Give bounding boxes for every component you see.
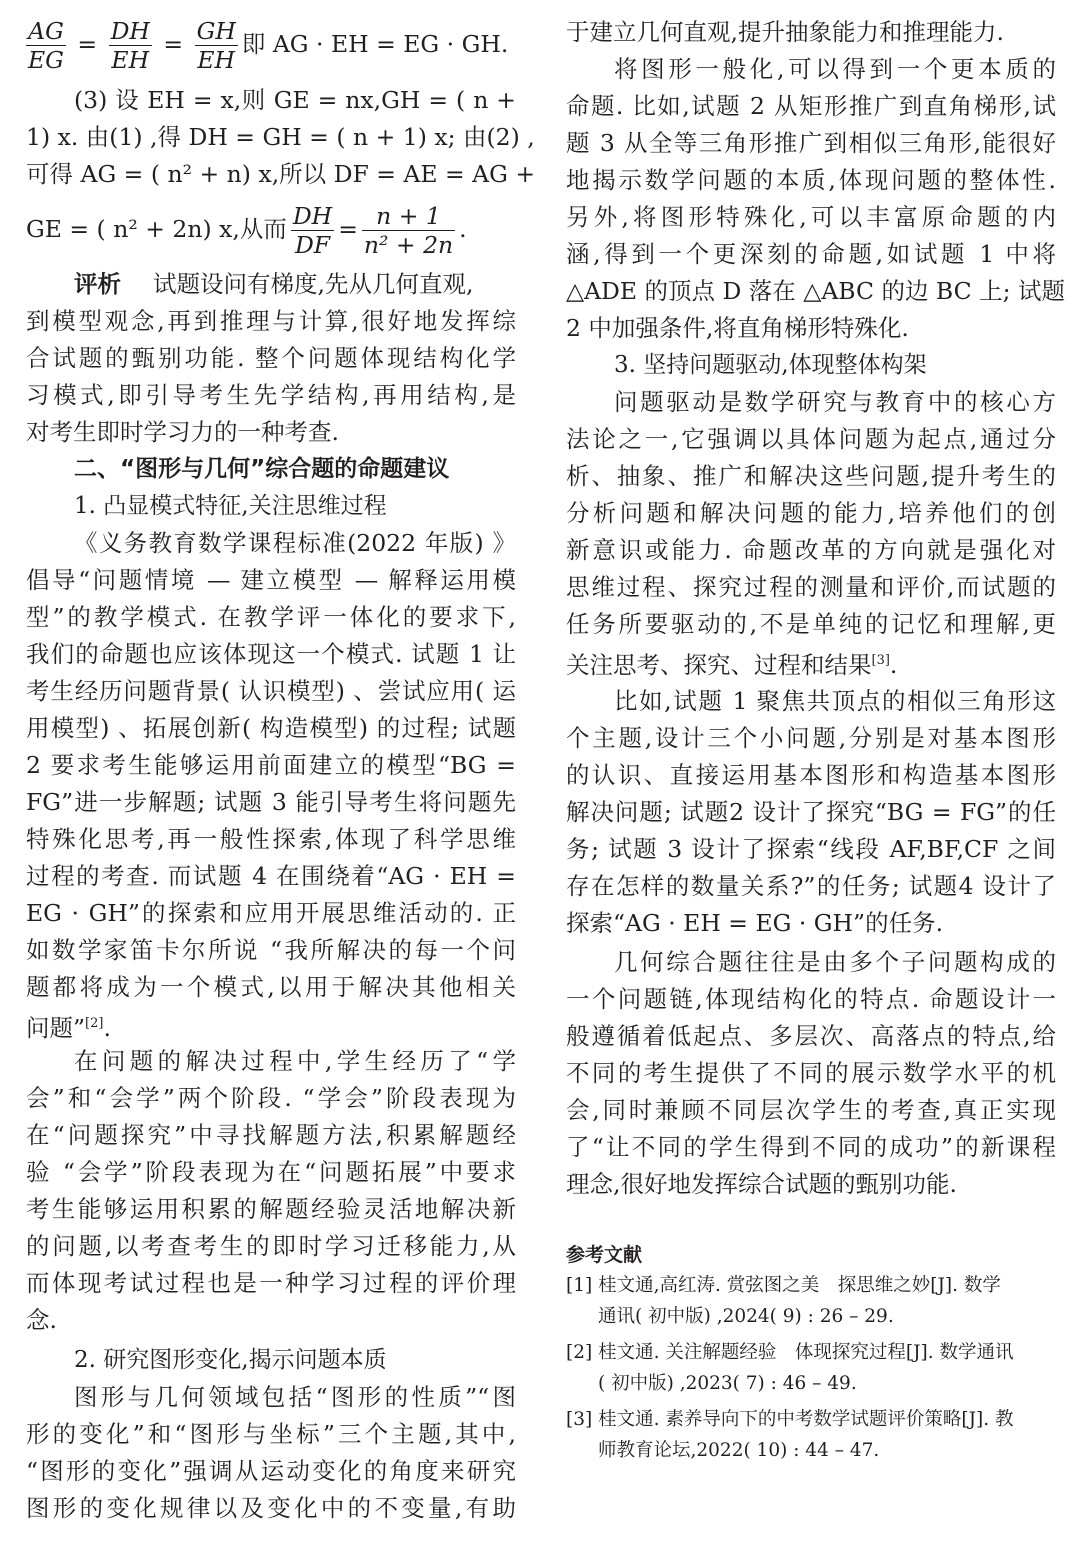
text-line: 习模式,即引导考生先学结构,再用结构,是 — [26, 381, 516, 409]
text-line: 验 “会学”阶段表现为在“问题拓展”中要求 — [26, 1158, 516, 1186]
text-line: 可得 AG = ( n² + n) x,所以 DF = AE = AG + — [26, 160, 536, 188]
text-line: 了“让不同的学生得到不同的成功”的新课程 — [566, 1133, 1056, 1161]
text-line: 个主题,设计三个小问题,分别是对基本图形 — [566, 724, 1056, 752]
text-line: 倡导“问题情境 — 建立模型 — 解释运用模 — [26, 566, 516, 594]
text-line: 问题驱动是数学研究与教育中的核心方 — [614, 388, 1056, 416]
text-line: 2 要求考生能够运用前面建立的模型“BG = — [26, 751, 516, 779]
text-line: 解决问题; 试题2 设计了探究“BG = FG”的任 — [566, 798, 1056, 826]
text-line: 评析 试题设问有梯度,先从几何直观, — [74, 270, 474, 298]
text-line: 考生能够运用积累的解题经验灵活地解决新 — [26, 1195, 516, 1223]
analysis-label: 评析 — [74, 270, 121, 298]
text-line: 用模型) 、拓展创新( 构造模型) 的过程; 试题 — [26, 714, 516, 742]
text-line: △ADE 的顶点 D 落在 △ABC 的边 BC 上; 试题 — [566, 277, 1065, 305]
text-line: 将图形一般化,可以得到一个更本质的 — [614, 55, 1056, 83]
text-line: 《义务教育数学课程标准(2022 年版) 》 — [74, 529, 516, 557]
text-line: 图形的变化规律以及变化中的不变量,有助 — [26, 1494, 516, 1522]
text-line: 题都将成为一个模式,以用于解决其他相关 — [26, 973, 516, 1001]
text-line: 对考生即时学习力的一种考查. — [26, 418, 339, 446]
text-line: 法论之一,它强调以具体问题为起点,通过分 — [566, 425, 1056, 453]
subsection-heading: 3. 坚持问题驱动,体现整体构架 — [614, 352, 927, 378]
text-line: 考生经历问题背景( 认识模型) 、尝试应用( 运 — [26, 677, 516, 705]
citation-ref: [3] — [871, 653, 890, 668]
text-line: 题 3 从全等三角形推广到相似三角形,能很好 — [566, 129, 1056, 157]
text-line: 特殊化思考,再一般性探索,体现了科学思维 — [26, 825, 516, 853]
text-line: 型”的教学模式. 在教学评一体化的要求下, — [26, 603, 516, 631]
text-line: 我们的命题也应该体现这一个模式. 试题 1 让 — [26, 640, 516, 668]
text-line: 形的变化”和“图形与坐标”三个主题,其中, — [26, 1420, 516, 1448]
text-line: 到模型观念,再到推理与计算,很好地发挥综 — [26, 307, 516, 335]
text-line: 务; 试题 3 设计了探索“线段 AF,BF,CF 之间 — [566, 835, 1056, 863]
text-line: 理念,很好地发挥综合试题的甄别功能. — [566, 1170, 957, 1198]
text-line: 过程的考查. 而试题 4 在围绕着“AG · EH = — [26, 862, 516, 890]
text-line: 地揭示数学问题的本质,体现问题的整体性. — [566, 166, 1056, 194]
text-line: 般遵循着低起点、多层次、高落点的特点,给 — [566, 1022, 1056, 1050]
fraction-dh-df: $\frac{DH}{DF}$ — [292, 202, 333, 259]
reference-item: [1] 桂文通,高红涛. 赏弦图之美 探思维之妙[J]. 数学 — [566, 1275, 1001, 1296]
text-line: 任务所要驱动的,不是单纯的记忆和理解,更 — [566, 610, 1056, 638]
text-line: 念. — [26, 1306, 57, 1334]
equation-ratio-result: GE = ( n² + 2n) x,从而 $\frac{DH}{DF}$ = $\frac{n + 1}{\text{n² + 2n}}$ . — [26, 202, 467, 259]
citation-ref: [2] — [85, 1016, 104, 1031]
equation-ratio: $\frac{AG}{EG}$ = $\frac{DH}{EH}$ = $\frac{GH}{EH}$ 即 AG · EH = EG · GH. — [28, 17, 509, 74]
text-line: 分析问题和解决问题的能力,培养他们的创 — [566, 499, 1056, 527]
text-line: 于建立几何直观,提升抽象能力和推理能力. — [566, 18, 1004, 46]
subsection-heading: 1. 凸显模式特征,关注思维过程 — [74, 493, 387, 519]
text-line: 的问题,以考查考生的即时学习迁移能力,从 — [26, 1232, 516, 1260]
text-line: 会”和“会学”两个阶段. “学会”阶段表现为 — [26, 1084, 516, 1112]
text-line: “图形的变化”强调从运动变化的角度来研究 — [26, 1457, 516, 1485]
text-line: 会,同时兼顾不同层次学生的考查,真正实现 — [566, 1096, 1056, 1124]
text-line: 合试题的甄别功能. 整个问题体现结构化学 — [26, 344, 516, 372]
text-line: 几何综合题往往是由多个子问题构成的 — [614, 948, 1056, 976]
reference-item-cont: 师教育论坛,2022( 10) : 44 – 47. — [598, 1440, 880, 1461]
text-line: 如数学家笛卡尔所说 “我所解决的每一个问 — [26, 936, 516, 964]
text-line: 图形与几何领域包括“图形的性质”“图 — [74, 1383, 516, 1411]
text-line: 而体现考试过程也是一种学习过程的评价理 — [26, 1269, 516, 1297]
text-line: 存在怎样的数量关系?”的任务; 试题4 设计了 — [566, 872, 1056, 900]
text-line: 不同的考生提供了不同的展示数学水平的机 — [566, 1059, 1056, 1087]
reference-item: [3] 桂文通. 素养导向下的中考数学试题评价策略[J]. 教 — [566, 1409, 1014, 1430]
fraction-dh-eh: $\frac{DH}{EH}$ — [110, 17, 150, 74]
text-line: (3) 设 EH = x,则 GE = nx,GH = ( n + — [74, 86, 516, 114]
text-line: FG”进一步解题; 试题 3 能引导考生将问题先 — [26, 788, 516, 816]
text-line: 一个问题链,体现结构化的特点. 命题设计一 — [566, 985, 1056, 1013]
text-line: 2 中加强条件,将直角梯形特殊化. — [566, 314, 909, 342]
text-line: 涵,得到一个更深刻的命题,如试题 1 中将 — [566, 240, 1056, 268]
text-line: EG · GH”的探索和应用开展思维活动的. 正 — [26, 899, 516, 927]
subsection-heading: 2. 研究图形变化,揭示问题本质 — [74, 1347, 387, 1373]
text-line: 问题”[2]. — [26, 1013, 111, 1042]
text-line: 在“问题探究”中寻找解题方法,积累解题经 — [26, 1121, 516, 1149]
text-line: 探索“AG · EH = EG · GH”的任务. — [566, 909, 944, 937]
equation-tail: 即 AG · EH = EG · GH. — [241, 30, 509, 58]
text-line: 另外,将图形特殊化,可以丰富原命题的内 — [566, 203, 1056, 231]
text-line: 在问题的解决过程中,学生经历了“学 — [74, 1047, 516, 1075]
text-line: 关注思考、探究、过程和结果[3]. — [566, 650, 898, 679]
fraction-result: $\frac{n + 1}{\text{n² + 2n}}$ — [363, 202, 454, 259]
reference-item-cont: 通讯( 初中版) ,2024( 9) : 26 – 29. — [598, 1306, 894, 1327]
fraction-gh-eh: $\frac{GH}{EH}$ — [196, 17, 236, 74]
reference-item-cont: ( 初中版) ,2023( 7) : 46 – 49. — [598, 1373, 857, 1394]
text-line: 新意识或能力. 命题改革的方向就是强化对 — [566, 536, 1056, 564]
text-line: 比如,试题 1 聚焦共顶点的相似三角形这 — [614, 687, 1056, 715]
text-line: 思维过程、探究过程的测量和评价,而试题的 — [566, 573, 1056, 601]
section-heading: 二、“图形与几何”综合题的命题建议 — [74, 456, 450, 482]
text-line: 的认识、直接运用基本图形和构造基本图形 — [566, 761, 1056, 789]
text-line: 1) x. 由(1) ,得 DH = GH = ( n + 1) x; 由(2) , — [26, 123, 535, 151]
reference-item: [2] 桂文通. 关注解题经验 体现探究过程[J]. 数学通讯 — [566, 1342, 1014, 1363]
text-line: 析、抽象、推广和解决这些问题,提升考生的 — [566, 462, 1056, 490]
references-heading: 参考文献 — [566, 1244, 643, 1266]
text-line: 命题. 比如,试题 2 从矩形推广到直角梯形,试 — [566, 92, 1056, 120]
fraction-ag-eg: $\frac{AG}{EG}$ — [28, 17, 64, 74]
